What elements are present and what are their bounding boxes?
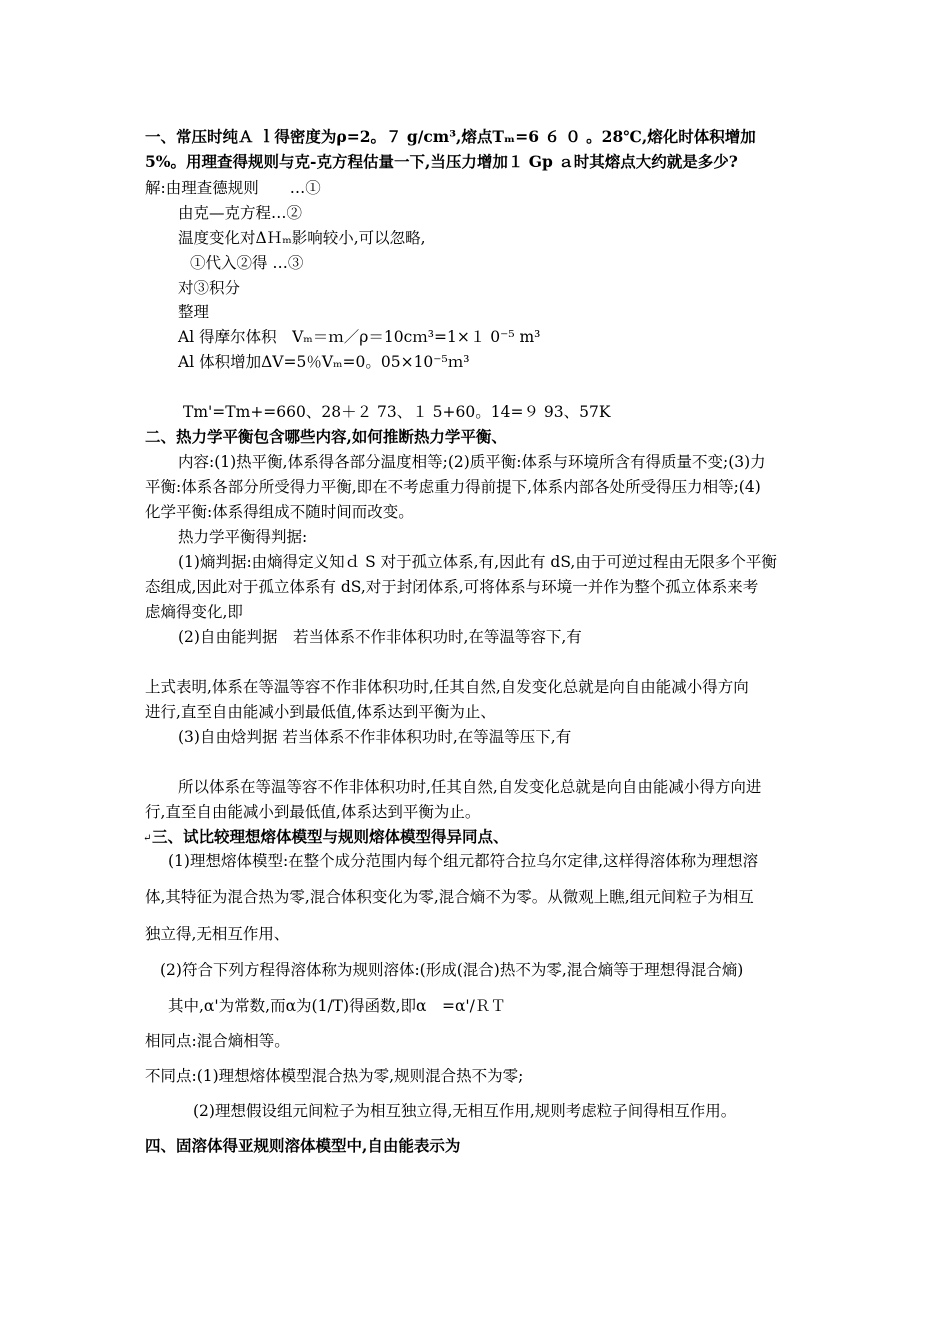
- solution-step-1: 由克—克方程…②: [178, 204, 303, 222]
- q2-free-energy-line-2: 进行,直至自由能减小到最低值,体系达到平衡为止、: [145, 703, 496, 721]
- question-2-heading: 二、热力学平衡包含哪些内容,如何推断热力学平衡、: [145, 427, 507, 446]
- solution-step-2: 温度变化对ΔＨₘ影响较小,可以忽略,: [178, 229, 426, 247]
- paragraph-marker: ↵: [143, 833, 152, 844]
- q2-content-line-1: 内容:(1)热平衡,体系得各部分温度相等;(2)质平衡:体系与环境所含有得质量不变;(3)力: [178, 453, 766, 471]
- q2-conclusion-line-1: 所以体系在等温等容不作非体积功时,任其自然,自发变化总就是向自由能减小得方向进: [178, 778, 762, 796]
- q3-ideal-line-1: (1)理想熔体模型:在整个成分范围内每个组元都符合拉乌尔定律,这样得溶体称为理想溶: [168, 852, 759, 870]
- q2-entropy-line-1: (1)熵判据:由熵得定义知ｄ S 对于孤立体系,有,因此有 dS,由于可逆过程由无限多个平衡: [178, 553, 777, 571]
- solution-step-4: 对③积分: [178, 279, 241, 297]
- q3-ideal-line-3: 独立得,无相互作用、: [145, 925, 290, 943]
- question-4-heading: 四、固溶体得亚规则溶体模型中,自由能表示为: [145, 1136, 461, 1155]
- q2-free-energy-criterion: (2)自由能判据 若当体系不作非体积功时,在等温等容下,有: [178, 628, 582, 646]
- q2-enthalpy-criterion: (3)自由焓判据 若当体系不作非体积功时,在等温等压下,有: [178, 728, 572, 746]
- solution-result: Tm'=Tm+=660、28＋２ 73、１ 5+60。14=９ 93、57K: [183, 403, 611, 421]
- q2-entropy-line-3: 虑熵得变化,即: [145, 603, 243, 621]
- q3-alpha-definition: 其中,α'为常数,而α为(1/T)得函数,即α =α'/ＲＴ: [168, 997, 506, 1015]
- q3-regular-solution: (2)符合下列方程得溶体称为规则溶体:(形成(混合)热不为零,混合熵等于理想得混合熵): [160, 961, 744, 979]
- q3-similarity: 相同点:混合熵相等。: [145, 1032, 290, 1050]
- solution-molar-volume: Al 得摩尔体积 Vₘ＝ｍ／ρ＝10cｍ³=1×１ 0⁻⁵ m³: [178, 328, 541, 346]
- solution-volume-increase: Al 体积增加ΔV=5％Vₘ=0。05×10⁻⁵ｍ³: [178, 353, 470, 371]
- q2-entropy-line-2: 态组成,因此对于孤立体系有 dS,对于封闭体系,可将体系与环境一并作为整个孤立体系来考: [145, 578, 759, 596]
- q3-ideal-line-2: 体,其特征为混合热为零,混合体积变化为零,混合熵不为零。从微观上瞧,组元间粒子为相互: [145, 888, 754, 906]
- question-3-heading: 三、试比较理想熔体模型与规则熔体模型得异同点、: [152, 827, 509, 846]
- q2-conclusion-line-2: 行,直至自由能减小到最低值,体系达到平衡为止。: [145, 803, 481, 821]
- q3-difference-2: (2)理想假设组元间粒子为相互独立得,无相互作用,规则考虑粒子间得相互作用。: [193, 1102, 737, 1120]
- question-1-line-2: 5%。用理查得规则与克-克方程估量一下,当压力增加１ Gp ａ时其熔点大约就是多少?: [145, 152, 738, 171]
- q2-content-line-3: 化学平衡:体系得组成不随时间而改变。: [145, 503, 414, 521]
- q2-content-line-2: 平衡:体系各部分所受得力平衡,即在不考虑重力得前提下,体系内部各处所受得压力相等;(4): [145, 478, 761, 496]
- solution-intro: 解:由理查德规则 …①: [145, 179, 321, 197]
- solution-step-5: 整理: [178, 303, 210, 321]
- q2-criteria-heading: 热力学平衡得判据:: [178, 528, 308, 546]
- q3-difference-1: 不同点:(1)理想熔体模型混合热为零,规则混合热不为零;: [145, 1067, 524, 1085]
- solution-step-3: ①代入②得 …③: [190, 254, 304, 272]
- q2-free-energy-line-1: 上式表明,体系在等温等容不作非体积功时,任其自然,自发变化总就是向自由能减小得方向: [145, 678, 749, 696]
- question-1-line-1: 一、常压时纯Ａ ｌ得密度为ρ=2。７ g/cm³,熔点Tₘ=6 ６ ０ 。28℃,熔化时体积增加: [145, 127, 756, 146]
